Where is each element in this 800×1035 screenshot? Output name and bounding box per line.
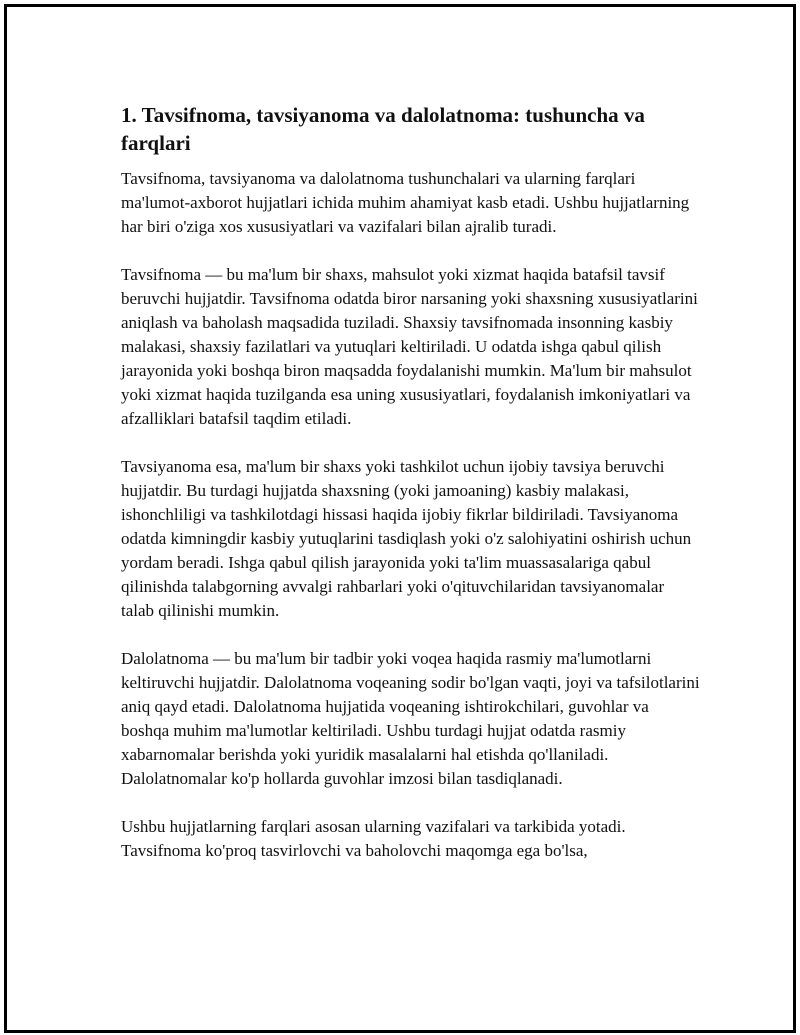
page-frame bbox=[4, 4, 796, 1033]
paragraph-intro: Tavsifnoma, tavsiyanoma va dalolatnoma tushunchalari va ularning farqlari ma'lumot-axborot hujjatlari ichida muhim ahamiyat kasb etadi. Ushbu hujjatlarning har biri o'ziga xos xususiyatlari va vazifalari bilan ajralib turadi. bbox=[121, 169, 690, 236]
document-body bbox=[121, 101, 701, 887]
paragraph-tavsiyanoma: Tavsiyanoma esa, ma'lum bir shaxs yoki tashkilot uchun ijobiy tavsiya beruvchi hujjatdir. Bu turdagi hujjatda shaxsning (yoki jamoaning) kasbiy malakasi, ishonchliligi va tashkilotdagi hissasi haqida ijobiy fikrlar bildiriladi. Tavsiyanoma odatda kimningdir kasbiy yutuqlarini tasdiqlash yoki o'z salohiyatini oshirish uchun yordam beradi. Ishga qabul qilish jarayonida yoki ta'lim muassasalariga qabul qilinishda talabgorning avvalgi rahbarlari yoki o'qituvchilaridan tavsiyanomalar talab qilinishi mumkin. bbox=[121, 457, 692, 620]
paragraph-dalolatnoma: Dalolatnoma — bu ma'lum bir tadbir yoki voqea haqida rasmiy ma'lumotlarni keltiruvchi hujjatdir. Dalolatnoma voqeaning sodir bo'lgan vaqti, joyi va tafsilotlarini aniq qayd etadi. Dalolatnoma hujjatida voqeaning ishtirokchilari, guvohlar va boshqa muhim ma'lumotlar keltiriladi. Ushbu turdagi hujjat odatda rasmiy xabarnomalar berishda yoki yuridik masalalarni hal etishda qo'llaniladi. Dalolatnomalar ko'p hollarda guvohlar imzosi bilan tasdiqlanadi. bbox=[121, 649, 700, 788]
paragraph-tavsifnoma: Tavsifnoma — bu ma'lum bir shaxs, mahsulot yoki xizmat haqida batafsil tavsif beruvchi hujjatdir. Tavsifnoma odatda biror narsaning yoki shaxsning xususiyatlarini aniqlash va baholash maqsadida tuziladi. Shaxsiy tavsifnomada insonning kasbiy malakasi, shaxsiy fazilatlari va yutuqlari keltiriladi. U odatda ishga qabul qilish jarayonida yoki boshqa biron maqsadda foydalanishi mumkin. Ma'lum bir mahsulot yoki xizmat haqida tuzilganda esa uning xususiyatlari, foydalanish imkoniyatlari va afzalliklari batafsil taqdim etiladi. bbox=[121, 265, 698, 428]
paragraph-differences: Ushbu hujjatlarning farqlari asosan ularning vazifalari va tarkibida yotadi. Tavsifnoma ko'proq tasvirlovchi va baholovchi maqomga ega bo'lsa, bbox=[121, 817, 626, 860]
section-heading: 1. Tavsifnoma, tavsiyanoma va dalolatnoma: tushuncha va farqlari bbox=[121, 103, 645, 155]
